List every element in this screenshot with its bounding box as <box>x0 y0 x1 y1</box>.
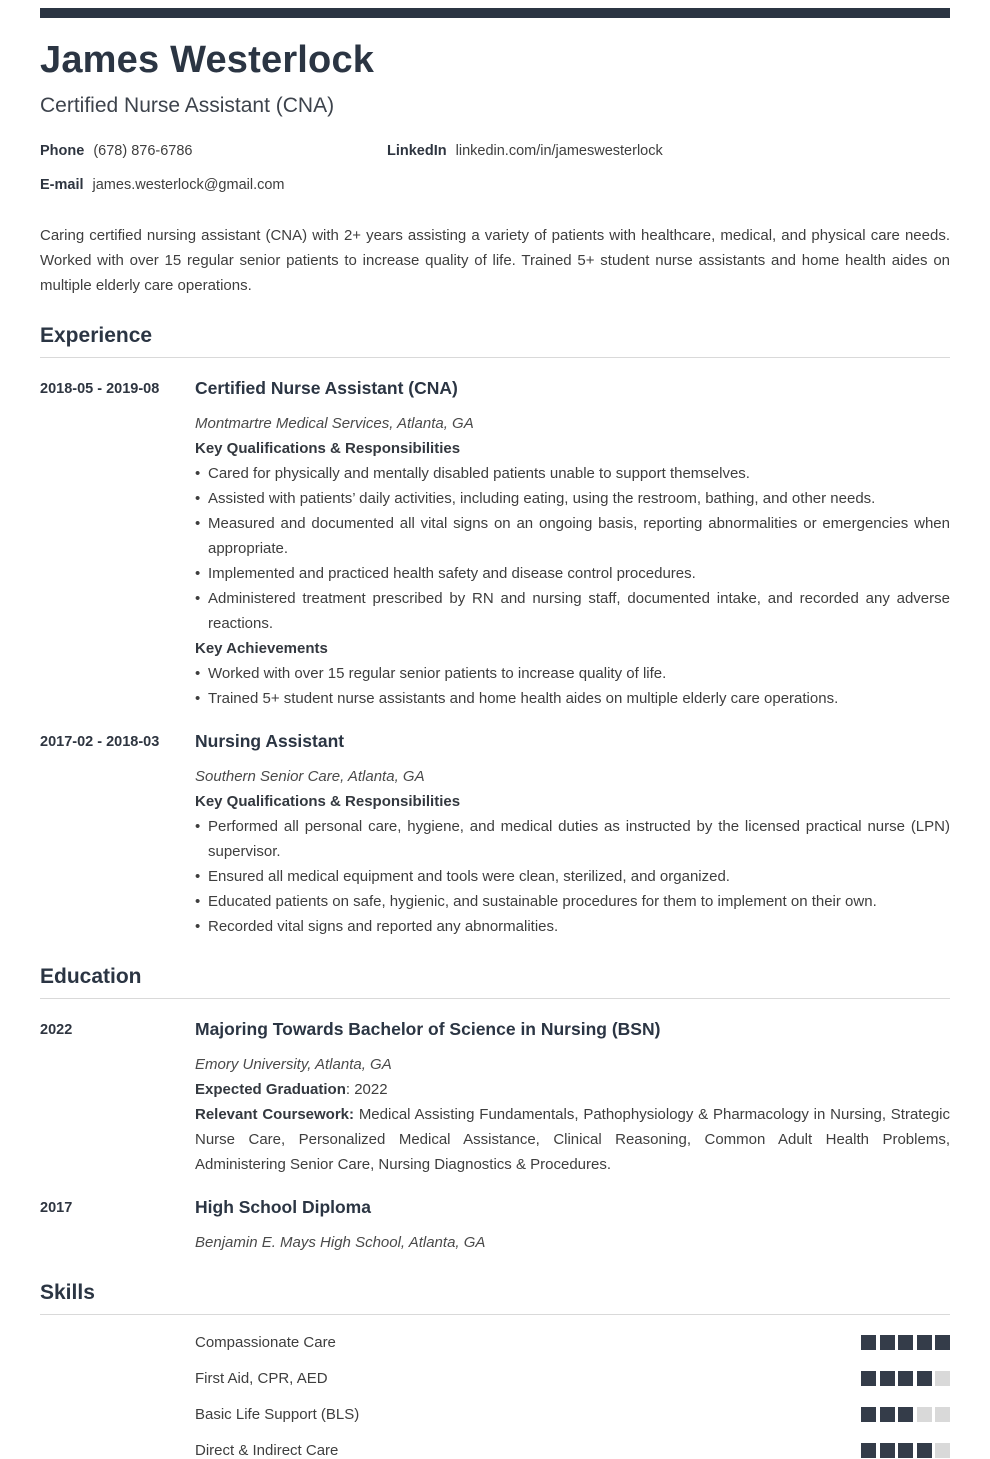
bullet-item <box>195 461 950 486</box>
bullet-item <box>195 889 950 914</box>
entry-group-heading: Key Qualifications & Responsibilities <box>195 792 461 810</box>
bullet-text: Worked with over 15 regular senior patients to increase quality of life. <box>208 664 667 682</box>
entry-body <box>195 378 950 711</box>
skill-square-filled <box>880 1407 895 1422</box>
bullet-glyph: • <box>195 892 201 910</box>
bullet-glyph: • <box>195 689 201 707</box>
skill-square-filled <box>917 1371 932 1386</box>
skills-list <box>40 1334 950 1459</box>
entry-title: Majoring Towards Bachelor of Science in Nursing (BSN) <box>195 1018 661 1039</box>
bullet-glyph: • <box>195 514 201 532</box>
email-label: E-mail <box>40 176 84 193</box>
phone-label: Phone <box>40 142 85 159</box>
entry-school: Benjamin E. Mays High School, Atlanta, GA <box>195 1233 486 1251</box>
entry-company: Southern Senior Care, Atlanta, GA <box>195 767 425 785</box>
entry-group-heading: Key Qualifications & Responsibilities <box>195 439 461 457</box>
experience-entries <box>40 378 950 939</box>
skill-square-filled <box>935 1335 950 1350</box>
skill-square-filled <box>917 1335 932 1350</box>
education-entry <box>40 1019 950 1177</box>
skill-square-empty <box>935 1371 950 1386</box>
entry-body <box>195 1197 950 1255</box>
detail-text: : 2022 <box>345 1080 388 1098</box>
contact-linkedin <box>387 143 950 159</box>
bullet-text: Recorded vital signs and reported any abnormalities. <box>208 917 559 935</box>
bullet-item <box>195 914 950 939</box>
entry-dates: 2017 <box>40 1199 73 1216</box>
bullet-item <box>195 561 950 586</box>
entry-school: Emory University, Atlanta, GA <box>195 1055 392 1073</box>
entry-dates: 2022 <box>40 1021 73 1038</box>
entry-group-heading: Key Achievements <box>195 639 328 657</box>
skill-square-empty <box>935 1407 950 1422</box>
bullet-glyph: • <box>195 464 201 482</box>
skill-square-filled <box>861 1371 876 1386</box>
skill-square-filled <box>861 1443 876 1458</box>
bullet-item <box>195 586 950 636</box>
bullet-glyph: • <box>195 867 201 885</box>
skill-level-indicator <box>861 1407 950 1422</box>
skill-name: First Aid, CPR, AED <box>195 1369 328 1387</box>
bullet-glyph: • <box>195 664 201 682</box>
contact-phone <box>40 143 387 159</box>
summary-paragraph: Caring certified nursing assistant (CNA) with 2+ years assisting a variety of patients with healthcare, medical, and physical care needs. Worked with over 15 regular senior patients to increase quality of life. Trained 5+ student nurse assistants and home health aides on multiple elderly care operations. <box>40 226 950 294</box>
skill-square-filled <box>898 1371 913 1386</box>
entry-dates: 2018-05 - 2019-08 <box>40 380 160 397</box>
bullet-item <box>195 814 950 864</box>
education-entries <box>40 1019 950 1255</box>
top-accent-bar <box>40 8 950 18</box>
bullet-text: Measured and documented all vital signs on an ongoing basis, reporting abnormalities or emergencies when appropriate. <box>208 514 950 557</box>
bullet-item <box>195 486 950 511</box>
entry-dates: 2017-02 - 2018-03 <box>40 733 160 750</box>
section-heading-skills: Skills <box>40 1281 950 1315</box>
bullet-item <box>195 511 950 561</box>
skill-row <box>40 1334 950 1351</box>
linkedin-value: linkedin.com/in/jameswesterlock <box>455 142 663 159</box>
section-heading-education: Education <box>40 965 950 999</box>
entry-title: High School Diploma <box>195 1196 371 1217</box>
bullet-glyph: • <box>195 917 201 935</box>
bullet-item <box>195 686 950 711</box>
skill-level-indicator <box>861 1335 950 1350</box>
resume-name: James Westerlock <box>40 39 375 81</box>
skill-name: Basic Life Support (BLS) <box>195 1405 360 1423</box>
skill-square-filled <box>917 1443 932 1458</box>
experience-entry <box>40 731 950 939</box>
linkedin-label: LinkedIn <box>387 142 447 159</box>
bullet-text: Educated patients on safe, hygienic, and sustainable procedures for them to implement on their own. <box>208 892 877 910</box>
skill-square-filled <box>898 1407 913 1422</box>
bullet-text: Implemented and practiced health safety and disease control procedures. <box>208 564 696 582</box>
resume-job-title: Certified Nurse Assistant (CNA) <box>40 93 335 117</box>
skill-level-indicator <box>861 1371 950 1386</box>
education-entry <box>40 1197 950 1255</box>
section-heading-experience: Experience <box>40 324 950 358</box>
skill-level-indicator <box>861 1443 950 1458</box>
skill-name: Direct & Indirect Care <box>195 1441 339 1459</box>
detail-label: Relevant Coursework: <box>195 1105 355 1123</box>
skill-row <box>40 1406 950 1423</box>
bullet-text: Ensured all medical equipment and tools were clean, sterilized, and organized. <box>208 867 730 885</box>
entry-title: Nursing Assistant <box>195 730 345 751</box>
phone-value: (678) 876-6786 <box>93 142 193 159</box>
skill-name: Compassionate Care <box>195 1333 336 1351</box>
skill-square-filled <box>880 1335 895 1350</box>
contact-section <box>40 143 950 193</box>
detail-text: Medical Assisting Fundamentals, Pathophysiology & Pharmacology in Nursing, Strategic Nurse Care, Personalized Medical Assistance, Clinical Reasoning, Common Adult Health Problems, Administering Senior Care, Nursing Diagnostics & Procedures. <box>195 1105 950 1173</box>
experience-entry <box>40 378 950 711</box>
bullet-glyph: • <box>195 589 201 607</box>
skill-row <box>40 1442 950 1459</box>
entry-body <box>195 1019 950 1177</box>
bullet-item <box>195 661 950 686</box>
skill-square-empty <box>935 1443 950 1458</box>
skill-row <box>40 1370 950 1387</box>
detail-label: Expected Graduation <box>195 1080 346 1098</box>
skill-square-empty <box>917 1407 932 1422</box>
bullet-text: Cared for physically and mentally disabled patients unable to support themselves. <box>208 464 750 482</box>
entry-body <box>195 731 950 939</box>
bullet-text: Administered treatment prescribed by RN and nursing staff, documented intake, and recorded any adverse reactions. <box>208 589 950 632</box>
skill-square-filled <box>861 1407 876 1422</box>
bullet-glyph: • <box>195 564 201 582</box>
email-value: james.westerlock@gmail.com <box>92 176 285 193</box>
education-detail-line <box>195 1077 950 1102</box>
skill-square-filled <box>861 1335 876 1350</box>
entry-title: Certified Nurse Assistant (CNA) <box>195 377 458 398</box>
bullet-text: Assisted with patients’ daily activities, including eating, using the restroom, bathing, and other needs. <box>208 489 876 507</box>
contact-email <box>40 177 387 193</box>
bullet-item <box>195 864 950 889</box>
bullet-text: Performed all personal care, hygiene, and medical duties as instructed by the licensed practical nurse (LPN) supervisor. <box>208 817 950 860</box>
skill-square-filled <box>898 1443 913 1458</box>
education-detail-line <box>195 1102 950 1177</box>
skill-square-filled <box>880 1443 895 1458</box>
entry-company: Montmartre Medical Services, Atlanta, GA <box>195 414 474 432</box>
bullet-text: Trained 5+ student nurse assistants and home health aides on multiple elderly care operations. <box>208 689 839 707</box>
skill-square-filled <box>898 1335 913 1350</box>
bullet-glyph: • <box>195 489 201 507</box>
skill-square-filled <box>880 1371 895 1386</box>
bullet-glyph: • <box>195 817 201 835</box>
